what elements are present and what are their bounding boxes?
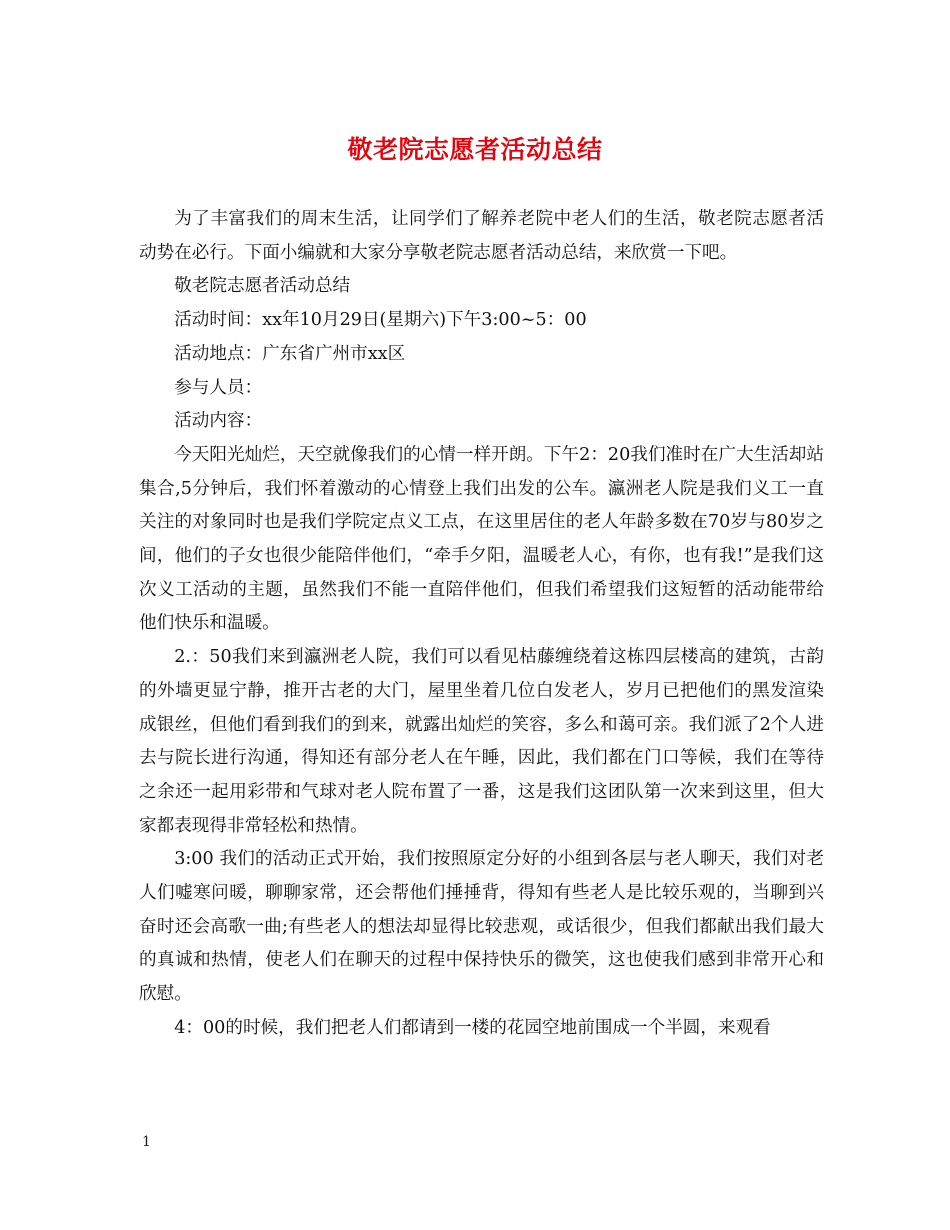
document-title: 敬老院志愿者活动总结: [347, 135, 603, 164]
page-number: 1: [142, 1134, 151, 1150]
body-paragraph: 3:00 我们的活动正式开始，我们按照原定分好的小组到各层与老人聊天，我们对老人们嘘寒问暖，聊聊家常，还会帮他们捶捶背，得知有些老人是比较乐观的，当聊到兴奋时还会高歌一曲;有些老人的想法却显得比较悲观，或话很少，但我们都献出我们最大的真诚和热情，使老人们在聊天的过程中保持快乐的微笑，这也使我们感到非常开心和欣慰。: [139, 849, 824, 1005]
activity-content-line: 活动内容：: [174, 411, 263, 432]
subtitle-line: 敬老院志愿者活动总结: [174, 276, 351, 297]
document-body: [139, 203, 824, 1046]
activity-place-line: 活动地点：广东省广州市xx区: [174, 343, 406, 364]
body-paragraph: 4：00的时候，我们把老人们都请到一楼的花园空地前围成一个半圆，来观看: [174, 1017, 771, 1038]
intro-paragraph: 为了丰富我们的周末生活，让同学们了解养老院中老人们的生活，敬老院志愿者活动势在必行。下面小编就和大家分享敬老院志愿者活动总结，来欣赏一下吧。: [139, 209, 824, 263]
participants-line: 参与人员：: [174, 377, 263, 398]
body-paragraph: 2.：50我们来到瀛洲老人院，我们可以看见枯藤缠绕着这栋四层楼高的建筑，古韵的外墙更显宁静，推开古老的大门，屋里坐着几位白发老人，岁月已把他们的黑发渲染成银丝，但他们看到我们的到来，就露出灿烂的笑容，多么和蔼可亲。我们派了2个人进去与院长进行沟通，得知还有部分老人在午睡，因此，我们都在门口等候，我们在等待之余还一起用彩带和气球对老人院布置了一番，这是我们这团队第一次来到这里，但大家都表现得非常轻松和热情。: [139, 647, 824, 836]
activity-time-line: 活动时间：xx年10月29日(星期六)下午3:00~5：00: [174, 310, 587, 331]
body-paragraph: 今天阳光灿烂，天空就像我们的心情一样开朗。下午2：20我们准时在广大生活却站集合,5分钟后，我们怀着激动的心情登上我们出发的公车。瀛洲老人院是我们义工一直关注的对象同时也是我们学院定点义工点，在这里居住的老人年龄多数在70岁与80岁之间，他们的子女也很少能陪伴他们，“牵手夕阳，温暖老人心，有你，也有我!”是我们这次义工活动的主题，虽然我们不能一直陪伴他们，但我们希望我们这短暂的活动能带给他们快乐和温暖。: [139, 444, 824, 634]
